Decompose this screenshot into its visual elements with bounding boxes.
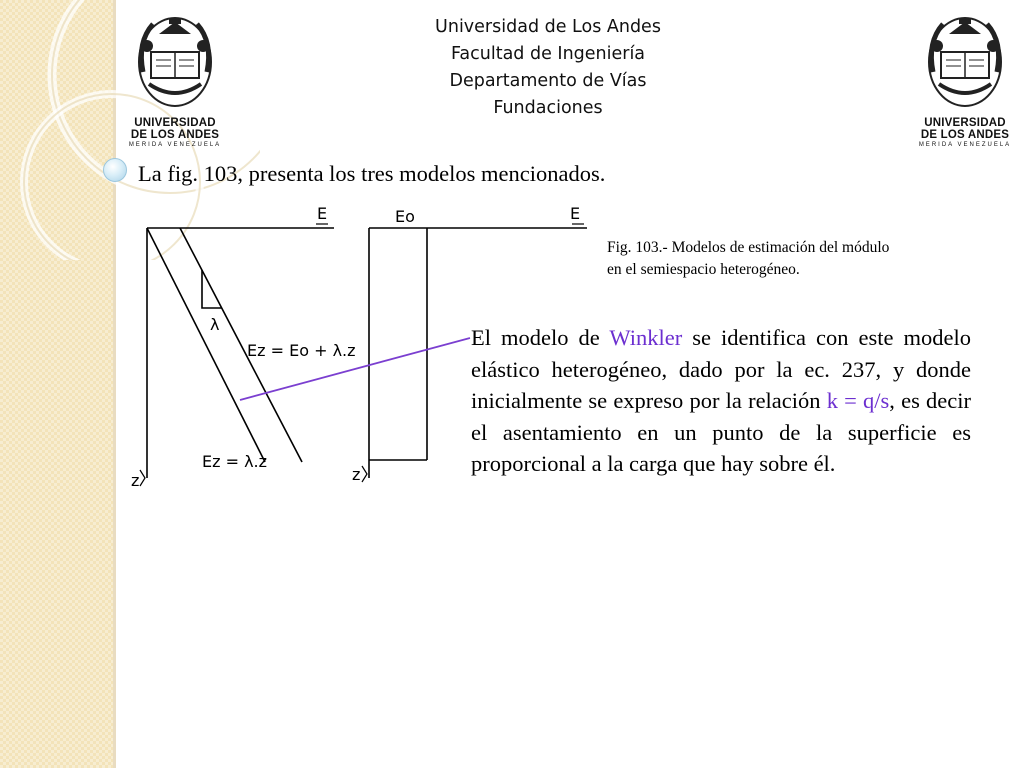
university-logo-left xyxy=(128,12,222,148)
logo-name-line1: UNIVERSIDAD xyxy=(134,117,216,129)
body-part1: El modelo de xyxy=(471,325,610,350)
label-Eo: Eo xyxy=(395,207,415,226)
header-course: Fundaciones xyxy=(493,98,603,118)
header-department: Departamento de Vías xyxy=(449,71,647,91)
intro-text: La fig. 103, presenta los tres modelos mencionados. xyxy=(138,161,606,186)
logo-name-line2: DE LOS ANDES xyxy=(130,129,220,141)
header-university: Universidad de Los Andes xyxy=(435,17,661,37)
body-part3: , es decir el asentamiento en un punto de la superficie es proporcional a la carga que hay sobre él. xyxy=(471,388,972,476)
header-faculty: Facultad de Ingeniería xyxy=(450,44,646,64)
label-lambda: λ xyxy=(210,315,220,334)
university-seal-icon xyxy=(919,12,1011,112)
logo-subtitle: MERIDA VENEZUELA xyxy=(918,142,1012,148)
logo-subtitle: MERIDA VENEZUELA xyxy=(128,142,222,148)
caption-line2: en el semiespacio heterogéneo. xyxy=(607,261,800,278)
label-E-left: E xyxy=(317,204,328,223)
caption-line1: Fig. 103.- Modelos de estimación del módulo xyxy=(607,239,890,256)
label-eq-eo-lambda-z: Ez = Eo + λ.z xyxy=(247,341,356,360)
logo-name-line1: UNIVERSIDAD xyxy=(924,117,1006,129)
university-logo-right xyxy=(918,12,1012,148)
body-paragraph xyxy=(471,322,971,480)
highlight-formula: k = q/s xyxy=(826,388,890,413)
body-part2: se identifica con este modelo elástico heterogéneo, dado por la ec. 237, y donde inicialmente se expreso por la relación xyxy=(471,325,971,413)
university-seal-icon xyxy=(129,12,221,112)
logo-name-line2: DE LOS ANDES xyxy=(920,129,1010,141)
figure-caption xyxy=(607,237,977,281)
label-E-right: E xyxy=(570,204,581,223)
label-z-right: z xyxy=(352,465,361,484)
label-eq-lambda-z: Ez = λ.z xyxy=(202,452,268,471)
slide-header xyxy=(330,14,766,122)
highlight-winkler: Winkler xyxy=(609,325,683,350)
bullet-icon xyxy=(103,158,127,182)
label-z-left: z xyxy=(131,471,140,490)
